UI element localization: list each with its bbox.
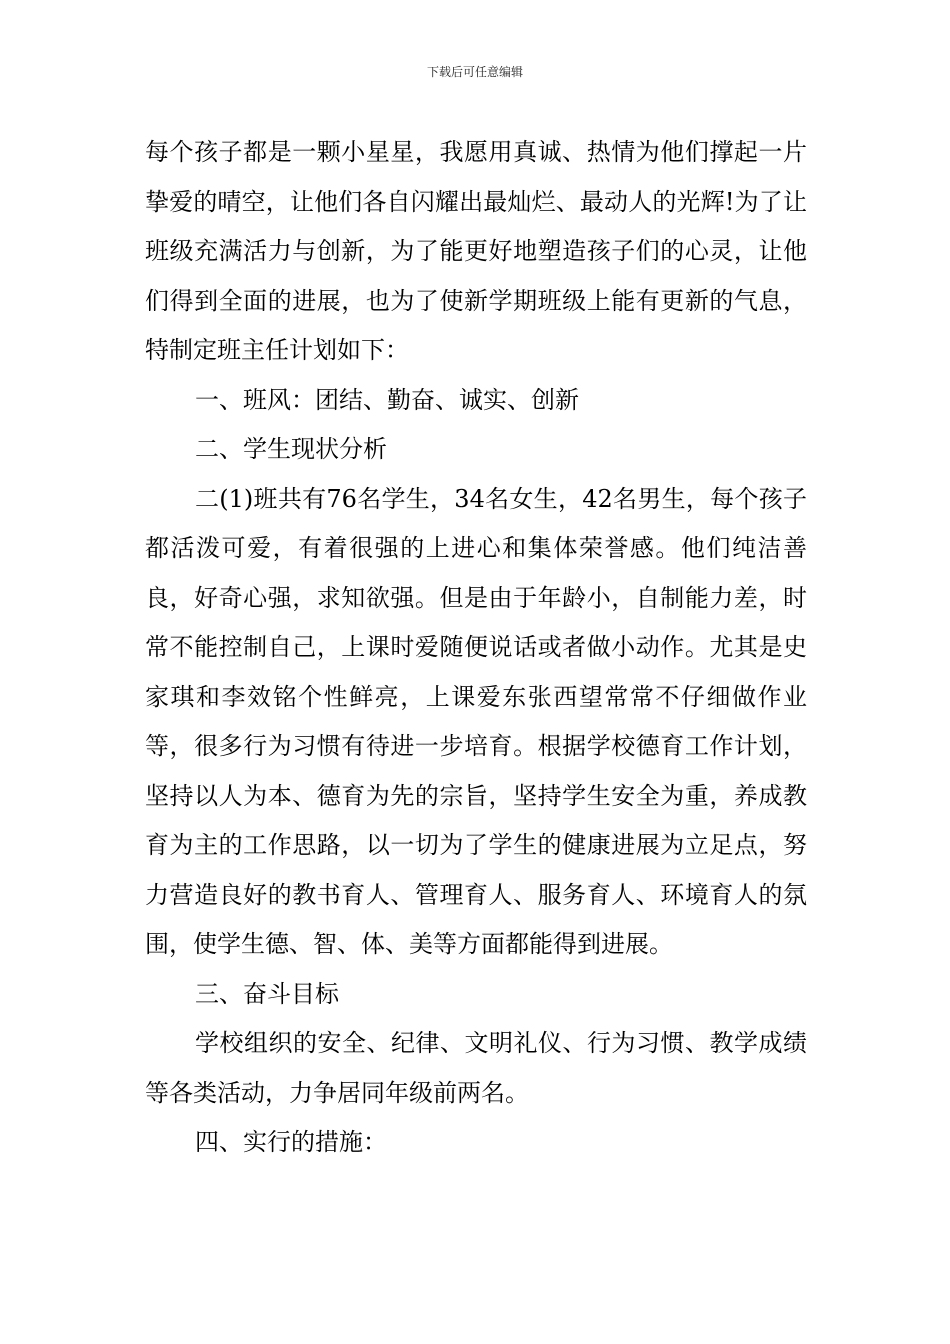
section-heading-measures: 四、实行的措施： bbox=[195, 1128, 387, 1156]
goals-paragraph: 学校组织的安全、纪律、文明礼仪、行为习惯、教学成绩等各类活动，力争居同年级前两名。 bbox=[145, 1029, 807, 1107]
section-heading-class-spirit: 一、班风：团结、勤奋、诚实、创新 bbox=[195, 385, 579, 414]
section-heading-goals: 三、奋斗目标 bbox=[195, 979, 339, 1008]
page-header-note: 下载后可任意编辑 bbox=[426, 65, 523, 79]
section-heading-student-analysis: 二、学生现状分析 bbox=[195, 435, 387, 463]
document-body bbox=[145, 128, 807, 1168]
student-analysis-paragraph: 二(1)班共有76名学生，34名女生，42名男生，每个孩子都活泼可爱，有着很强的上进心和集体荣誉感。他们纯洁善良，好奇心强，求知欲强。但是由于年龄小，自制能力差，时常不能控制自己，上课时爱随便说话或者做小动作。尤其是史家琪和李效铭个性鲜亮，上课爱东张西望常常不仔细做作业等，很多行为习惯有待进一步培育。根据学校德育工作计划，坚持以人为本、德育为先的宗旨，坚持学生安全为重，养成教育为主的工作思路，以一切为了学生的健康进展为立足点，努力营造良好的教书育人、管理育人、服务育人、环境育人的氛围，使学生德、智、体、美等方面都能得到进展。 bbox=[145, 484, 807, 958]
intro-paragraph: 每个孩子都是一颗小星星，我愿用真诚、热情为他们撑起一片挚爱的晴空，让他们各自闪耀出最灿烂、最动人的光辉!为了让班级充满活力与创新，为了能更好地塑造孩子们的心灵，让他们得到全面的进展，也为了使新学期班级上能有更新的气息，特制定班主任计划如下： bbox=[145, 138, 807, 364]
